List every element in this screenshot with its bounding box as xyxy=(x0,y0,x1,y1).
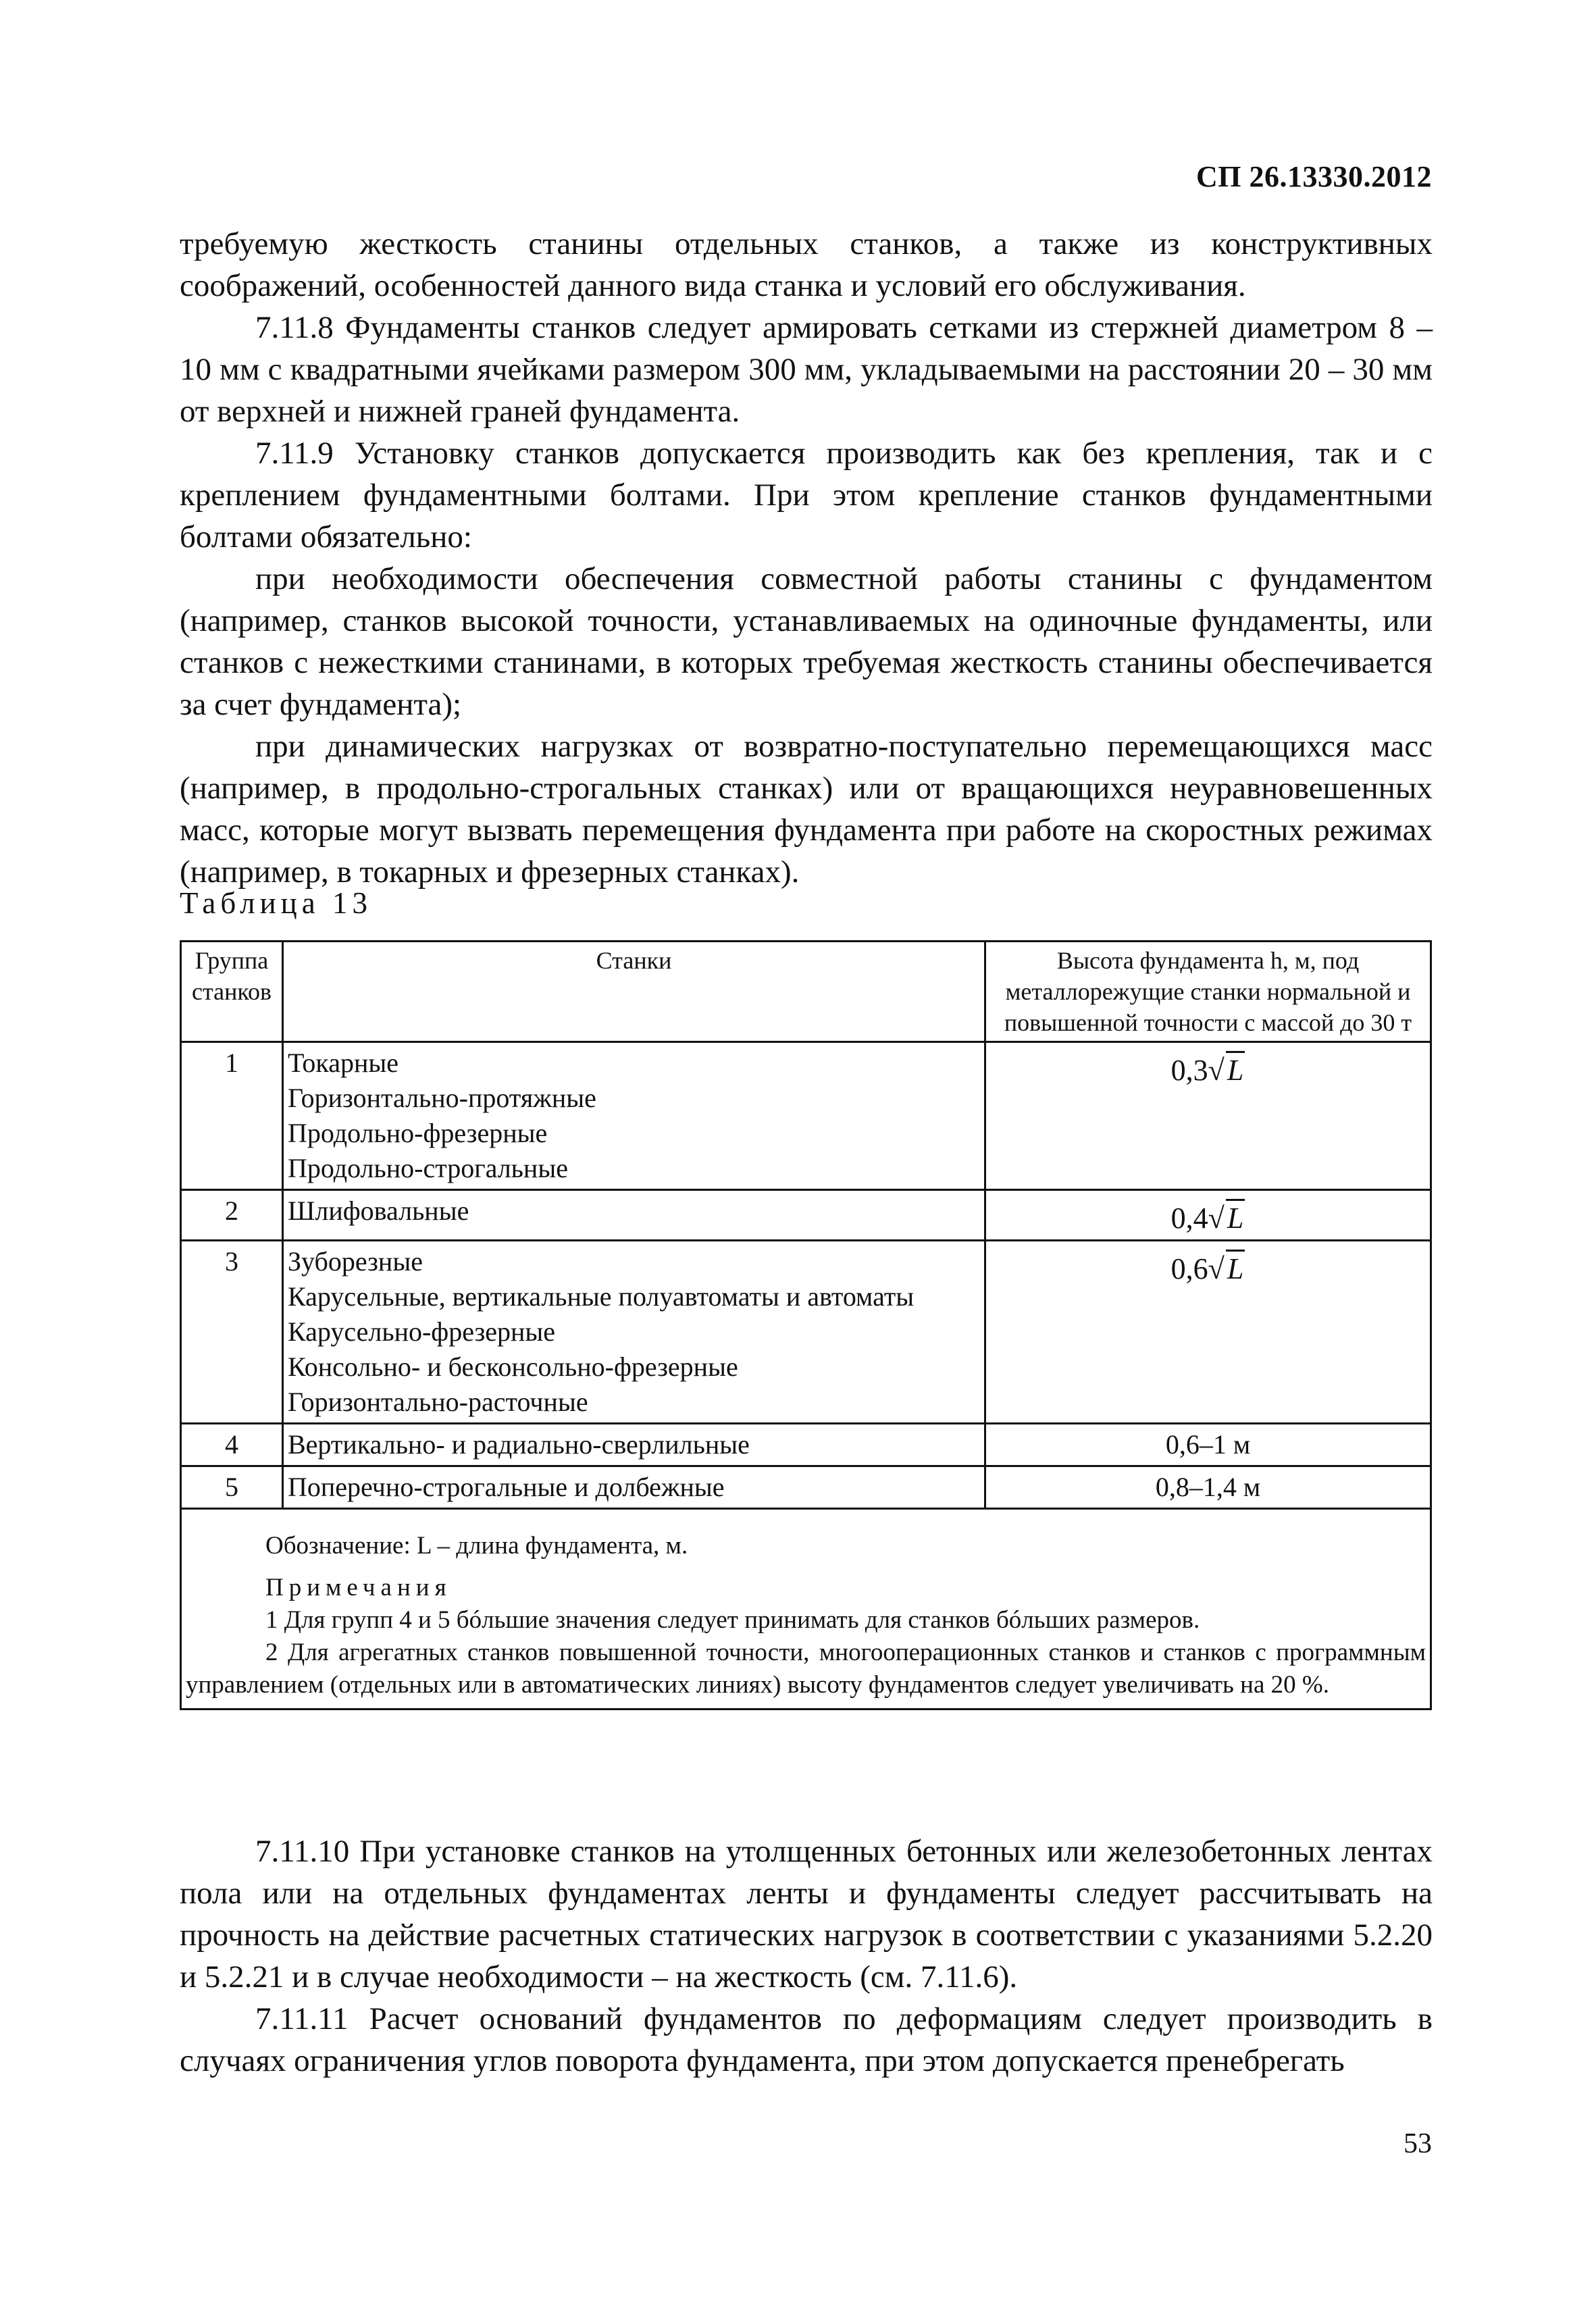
header-machines: Станки xyxy=(283,942,985,1042)
notes-title: Примечания xyxy=(265,1574,452,1601)
machines-cell xyxy=(283,1042,985,1190)
table-notes-row xyxy=(181,1509,1431,1709)
group-number: 4 xyxy=(181,1424,283,1466)
machine-type: Шлифовальные xyxy=(288,1195,469,1226)
paragraph-continuation: требуемую жесткость станины отдельных станков, а также из конструктивных соображений, особенностей данного вида станка и условий его обслуживания. xyxy=(180,226,1433,303)
table-header-row xyxy=(181,942,1431,1042)
machine-type: Вертикально- и радиально-сверлильные xyxy=(288,1429,750,1460)
designation-text: Обозначение: L – длина фундамента, м. xyxy=(265,1532,688,1560)
formula-coefficient: 0,6 xyxy=(1170,1252,1208,1285)
formula-radicand: L xyxy=(1226,1199,1245,1236)
page-number: 53 xyxy=(1404,2128,1432,2159)
table-body xyxy=(181,1042,1431,1509)
machines-cell xyxy=(283,1190,985,1241)
paragraph-condition-2: при динамических нагрузках от возвратно-поступательно перемещающихся масс (например, в продольно-строгальных станках) или от вращающихся неуравновешенных масс, которые могут вызвать перемещения фундамента при работе на скоростных режимах (например, в токарных и фрезерных станках). xyxy=(180,729,1433,890)
machines-cell xyxy=(283,1424,985,1466)
document-code-header: СП 26.13330.2012 xyxy=(1196,160,1432,193)
height-cell xyxy=(985,1424,1431,1466)
formula-radicand: L xyxy=(1226,1250,1245,1287)
table-row xyxy=(181,1466,1431,1509)
bottom-text-block xyxy=(180,1830,1433,2082)
height-range: 0,6–1 м xyxy=(1165,1429,1251,1460)
foundation-height-table xyxy=(180,940,1432,1710)
sqrt-icon: √ xyxy=(1208,1202,1225,1235)
table-row xyxy=(181,1190,1431,1241)
group-number: 3 xyxy=(181,1241,283,1424)
group-number: 2 xyxy=(181,1190,283,1241)
machine-type: Карусельные, вертикальные полуавтоматы и автоматы xyxy=(288,1281,915,1312)
formula-coefficient: 0,3 xyxy=(1170,1054,1208,1087)
machine-type: Поперечно-строгальные и долбежные xyxy=(288,1472,725,1502)
machine-type: Токарные xyxy=(288,1048,399,1078)
machine-type: Зуборезные xyxy=(288,1246,423,1277)
height-cell xyxy=(985,1241,1431,1424)
header-height: Высота фундамента h, м, под металлорежущие станки нормальной и повышенной точности с массой до 30 т xyxy=(985,942,1431,1042)
sqrt-icon: √ xyxy=(1208,1054,1225,1087)
machine-type: Продольно-строгальные xyxy=(288,1153,568,1183)
paragraph-7-11-11: 7.11.11 Расчет оснований фундаментов по деформациям следует производить в случаях ограничения углов поворота фундамента, при этом допускается пренебрегать xyxy=(180,2001,1433,2078)
height-cell xyxy=(985,1466,1431,1509)
height-formula xyxy=(1171,1250,1245,1287)
table-row xyxy=(181,1241,1431,1424)
table-title: Таблица 13 xyxy=(180,886,372,920)
header-group: Группа станков xyxy=(181,942,283,1042)
height-cell xyxy=(985,1190,1431,1241)
height-formula xyxy=(1171,1199,1245,1236)
formula-radicand: L xyxy=(1226,1051,1245,1088)
paragraph-7-11-8: 7.11.8 Фундаменты станков следует армировать сетками из стержней диаметром 8 – 10 мм с квадратными ячейками размером 300 мм, укладываемыми на расстоянии 20 – 30 мм от верхней и нижней граней фундамента. xyxy=(180,310,1433,429)
machine-type: Карусельно-фрезерные xyxy=(288,1316,556,1347)
paragraph-condition-1: при необходимости обеспечения совместной работы станины с фундаментом (например, станков высокой точности, устанавливаемых на одиночные фундаменты, или станков с нежесткими станинами, в которых требуемая жесткость станины обеспечивается за счет фундамента); xyxy=(180,561,1433,722)
top-text-block xyxy=(180,223,1433,893)
machine-type: Горизонтально-протяжные xyxy=(288,1083,596,1113)
machines-cell xyxy=(283,1241,985,1424)
height-formula xyxy=(1171,1051,1245,1088)
group-number: 5 xyxy=(181,1466,283,1509)
height-cell xyxy=(985,1042,1431,1190)
paragraph-7-11-9: 7.11.9 Установку станков допускается производить как без крепления, так и с креплением фундаментными болтами. При этом крепление станков фундаментными болтами обязательно: xyxy=(180,436,1433,555)
table-row xyxy=(181,1042,1431,1190)
sqrt-icon: √ xyxy=(1208,1252,1225,1285)
formula-coefficient: 0,4 xyxy=(1170,1202,1208,1235)
table-row xyxy=(181,1424,1431,1466)
machine-type: Консольно- и бесконсольно-фрезерные xyxy=(288,1352,738,1382)
height-range: 0,8–1,4 м xyxy=(1155,1472,1261,1502)
machines-cell xyxy=(283,1466,985,1509)
machine-type: Горизонтально-расточные xyxy=(288,1387,588,1417)
note-1: 1 Для групп 4 и 5 бóльшие значения следует принимать для станков бóльших размеров. xyxy=(265,1606,1200,1634)
note-2: 2 Для агрегатных станков повышенной точности, многооперационных станков и станков с программным управлением (отдельных или в автоматических линиях) высоту фундаментов следует увеличивать на 20 %. xyxy=(186,1639,1426,1699)
notes-cell xyxy=(181,1509,1431,1709)
paragraph-7-11-10: 7.11.10 При установке станков на утолщенных бетонных или железобетонных лентах пола или на отдельных фундаментах ленты и фундаменты следует рассчитывать на прочность на действие расчетных статических нагрузок в соответствии с указаниями 5.2.20 и 5.2.21 и в случае необходимости – на жесткость (см. 7.11.6). xyxy=(180,1834,1433,1995)
machine-type: Продольно-фрезерные xyxy=(288,1118,548,1148)
group-number: 1 xyxy=(181,1042,283,1190)
